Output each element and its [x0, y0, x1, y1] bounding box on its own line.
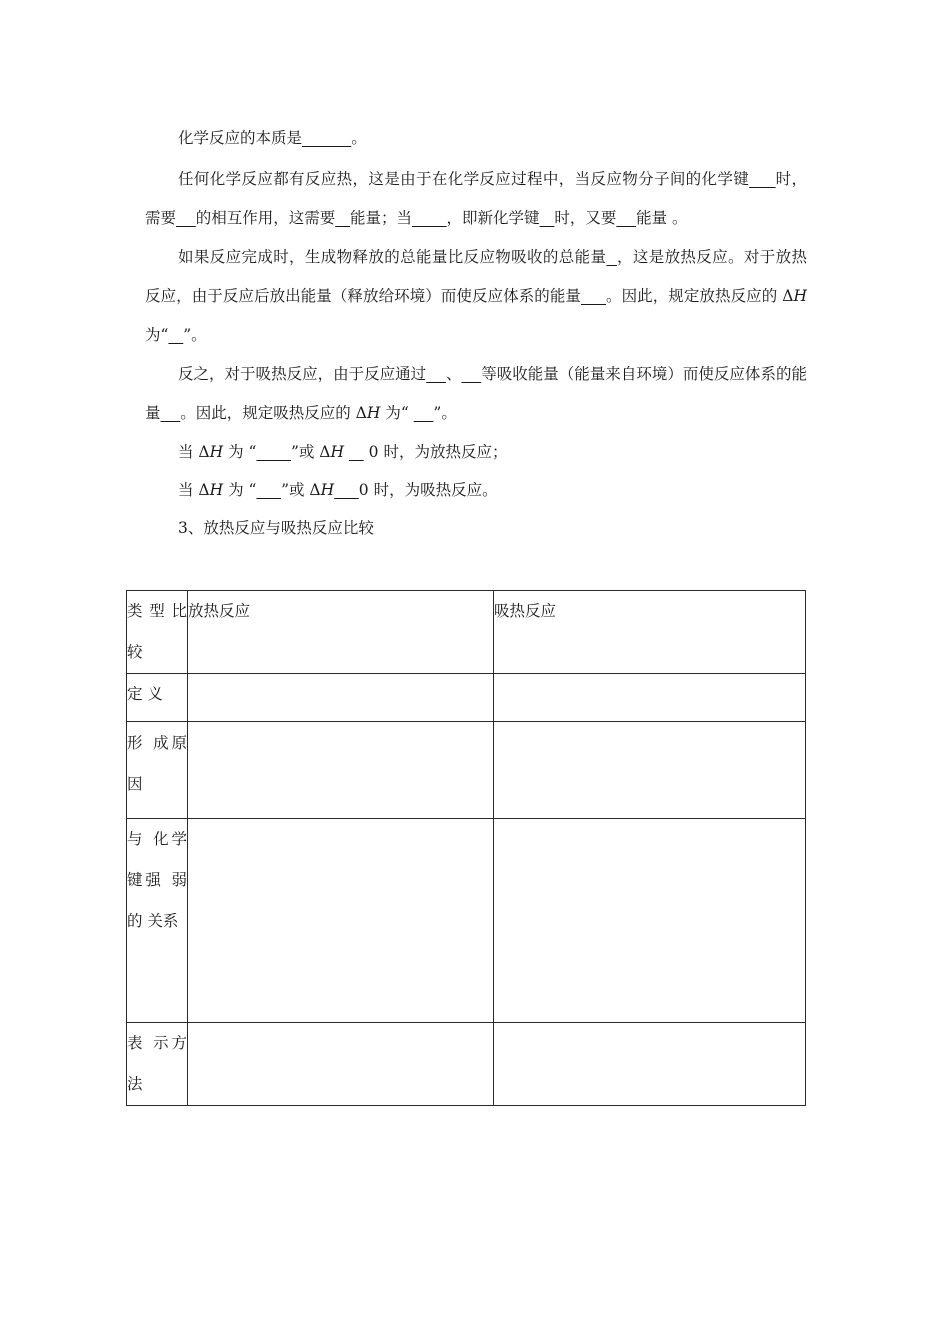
cell-endothermic-notation[interactable]: [494, 1023, 806, 1106]
header-exothermic: 放热反应: [188, 591, 494, 674]
cell-exothermic-notation[interactable]: [188, 1023, 494, 1106]
fill-blank[interactable]: [256, 481, 281, 499]
cell-exothermic-bond-strength[interactable]: [188, 819, 494, 1023]
table-row: [127, 722, 806, 819]
table-row: [127, 674, 806, 722]
row-label-definition: 定 义: [127, 674, 188, 722]
comparison-table: [126, 590, 806, 1106]
fill-blank[interactable]: [581, 287, 606, 305]
fill-blank[interactable]: [426, 365, 446, 383]
cell-exothermic-cause[interactable]: [188, 722, 494, 819]
fill-blank[interactable]: [335, 209, 350, 227]
fill-blank[interactable]: [176, 209, 196, 227]
worksheet-text: [145, 122, 807, 547]
fill-blank[interactable]: [412, 209, 447, 227]
header-endothermic: 吸热反应: [494, 591, 806, 674]
line-exothermic-sign: 当 ΔH 为 “ ”或 ΔH 0 时，为放热反应；: [178, 443, 508, 461]
fill-blank[interactable]: [606, 248, 617, 266]
fill-blank[interactable]: [461, 365, 481, 383]
section-heading: 3、放热反应与吸热反应比较: [178, 519, 374, 537]
table-header-row: [127, 591, 806, 674]
fill-blank[interactable]: [616, 209, 636, 227]
fill-blank[interactable]: [334, 481, 359, 499]
row-label-cause: 形 成原因: [127, 722, 188, 819]
cell-endothermic-bond-strength[interactable]: [494, 819, 806, 1023]
fill-blank[interactable]: [749, 170, 775, 188]
header-label-cell: 类型比较: [127, 591, 188, 674]
paragraph-reaction-heat: 任何化学反应都有反应热，这是由于在化学反应过程中，当反应物分子间的化学键 时，需要 的相互作用，这需要 能量；当 ，即新化学键 时，又要 能量 。: [145, 170, 807, 227]
cell-endothermic-definition[interactable]: [494, 674, 806, 722]
paragraph-essence: 化学反应的本质是 。: [178, 129, 367, 147]
paragraph-exothermic: 如果反应完成时，生成物释放的总能量比反应物吸收的总能量 ，这是放热反应。对于放热反应，由于反应后放出能量（释放给环境）而使反应体系的能量 。因此，规定放热反应的 ΔH 为“ ”。: [145, 248, 808, 344]
fill-blank[interactable]: [540, 209, 555, 227]
fill-blank[interactable]: [161, 404, 181, 422]
row-label-notation: 表 示方法: [127, 1023, 188, 1106]
fill-blank[interactable]: [349, 443, 364, 461]
fill-blank[interactable]: [414, 404, 434, 422]
line-endothermic-sign: 当 ΔH 为 “ ”或 ΔH 0 时，为吸热反应。: [178, 481, 498, 499]
fill-blank[interactable]: [302, 129, 351, 147]
table-row: [127, 819, 806, 1023]
fill-blank[interactable]: [256, 443, 291, 461]
table-row: [127, 1023, 806, 1106]
paragraph-endothermic: 反之，对于吸热反应，由于反应通过 、 等吸收能量（能量来自环境）而使反应体系的能量 。因此，规定吸热反应的 ΔH 为“ ”。: [145, 365, 807, 422]
cell-exothermic-definition[interactable]: [188, 674, 494, 722]
row-label-bond-strength: 与 化学 键强 弱的 关系: [127, 819, 188, 1023]
cell-endothermic-cause[interactable]: [494, 722, 806, 819]
fill-blank[interactable]: [168, 326, 183, 344]
